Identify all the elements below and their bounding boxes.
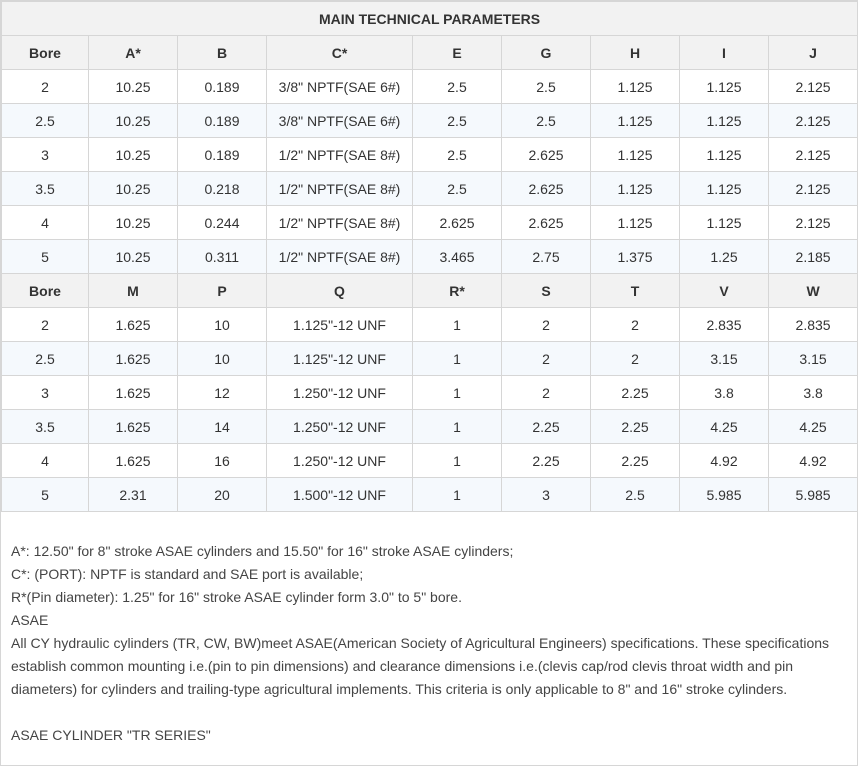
table-cell: 5.985 bbox=[769, 478, 858, 512]
table-cell: 2.5 bbox=[2, 104, 89, 138]
table-cell: 2.75 bbox=[502, 240, 591, 274]
table-cell: 1 bbox=[413, 308, 502, 342]
table2-header-cell: M bbox=[89, 274, 178, 308]
table-row bbox=[2, 240, 858, 274]
asae-paragraph: All CY hydraulic cylinders (TR, CW, BW)meet ASAE(American Society of Agricultural Engineers) specifications. These specifications establish common mounting i.e.(pin to pin dimensions) and clearance dimensions i.e.(clevis cap/rod clevis throat width and pin diameters) for cylinders and trailing-type agricultural implements. This criteria is only applicable to 8" and 16" stroke cylinders. bbox=[11, 635, 830, 697]
table-cell: 2 bbox=[2, 308, 89, 342]
table-cell: 1.625 bbox=[89, 376, 178, 410]
table-cell: 1 bbox=[413, 376, 502, 410]
table-cell: 2.125 bbox=[769, 206, 858, 240]
series-label: ASAE CYLINDER "TR SERIES" bbox=[11, 727, 211, 743]
table-cell: 1.125 bbox=[591, 172, 680, 206]
table-cell: 2.5 bbox=[413, 70, 502, 104]
table-cell: 2 bbox=[2, 70, 89, 104]
notes-section bbox=[1, 512, 857, 765]
table-cell: 5 bbox=[2, 240, 89, 274]
table-cell: 10.25 bbox=[89, 138, 178, 172]
table-cell: 3 bbox=[2, 138, 89, 172]
table-cell: 1 bbox=[413, 444, 502, 478]
table-cell: 0.189 bbox=[178, 104, 267, 138]
table-cell: 2 bbox=[591, 308, 680, 342]
table-cell: 5.985 bbox=[680, 478, 769, 512]
table-cell: 10.25 bbox=[89, 206, 178, 240]
table1-header-cell: I bbox=[680, 36, 769, 70]
table-cell: 2.31 bbox=[89, 478, 178, 512]
table-cell: 2.5 bbox=[413, 172, 502, 206]
table2-body bbox=[2, 274, 858, 512]
table-cell: 1.625 bbox=[89, 342, 178, 376]
table-cell: 2.625 bbox=[502, 206, 591, 240]
table-cell: 1.125 bbox=[680, 206, 769, 240]
table-cell: 1.250"-12 UNF bbox=[267, 444, 413, 478]
table-cell: 4 bbox=[2, 206, 89, 240]
table1-header-cell: B bbox=[178, 36, 267, 70]
table2-header-cell: Q bbox=[267, 274, 413, 308]
table-cell: 3/8" NPTF(SAE 6#) bbox=[267, 104, 413, 138]
table-cell: 1.25 bbox=[680, 240, 769, 274]
technical-parameters-table bbox=[1, 1, 858, 512]
table-cell: 1 bbox=[413, 410, 502, 444]
table-cell: 14 bbox=[178, 410, 267, 444]
table-cell: 10.25 bbox=[89, 70, 178, 104]
table-cell: 3.8 bbox=[680, 376, 769, 410]
table-cell: 2.125 bbox=[769, 104, 858, 138]
table-cell: 2.125 bbox=[769, 172, 858, 206]
table1-header-cell: C* bbox=[267, 36, 413, 70]
table-cell: 2.625 bbox=[413, 206, 502, 240]
table-cell: 2.25 bbox=[502, 444, 591, 478]
table2-header-cell: W bbox=[769, 274, 858, 308]
table1-header-cell: Bore bbox=[2, 36, 89, 70]
table-cell: 2.125 bbox=[769, 70, 858, 104]
table-cell: 0.189 bbox=[178, 138, 267, 172]
table-cell: 1.125 bbox=[591, 138, 680, 172]
table-cell: 2.5 bbox=[413, 138, 502, 172]
table-cell: 1/2" NPTF(SAE 8#) bbox=[267, 172, 413, 206]
note-a: A*: 12.50" for 8" stroke ASAE cylinders and 15.50" for 16" stroke ASAE cylinders; bbox=[11, 543, 514, 559]
note-c: C*: (PORT): NPTF is standard and SAE port is available; bbox=[11, 566, 364, 582]
table-cell: 1.125 bbox=[680, 104, 769, 138]
table-cell: 1.125 bbox=[680, 138, 769, 172]
table-cell: 1.125 bbox=[591, 70, 680, 104]
table-cell: 2.25 bbox=[591, 376, 680, 410]
table1-header-cell: H bbox=[591, 36, 680, 70]
table-cell: 12 bbox=[178, 376, 267, 410]
table2-header-cell: R* bbox=[413, 274, 502, 308]
table2-header-cell: P bbox=[178, 274, 267, 308]
table-cell: 1.125 bbox=[591, 206, 680, 240]
table-cell: 1.125 bbox=[680, 172, 769, 206]
table-cell: 2.625 bbox=[502, 172, 591, 206]
table2-header-cell: T bbox=[591, 274, 680, 308]
table-cell: 4.25 bbox=[769, 410, 858, 444]
spacer bbox=[11, 701, 847, 724]
table-cell: 0.189 bbox=[178, 70, 267, 104]
table-cell: 2 bbox=[591, 342, 680, 376]
table-cell: 2.5 bbox=[502, 104, 591, 138]
table-cell: 1.625 bbox=[89, 444, 178, 478]
table-cell: 0.218 bbox=[178, 172, 267, 206]
table-cell: 4 bbox=[2, 444, 89, 478]
table-cell: 3 bbox=[2, 376, 89, 410]
table-cell: 2.5 bbox=[413, 104, 502, 138]
table-cell: 0.244 bbox=[178, 206, 267, 240]
table-cell: 3.15 bbox=[769, 342, 858, 376]
table-cell: 2.25 bbox=[591, 444, 680, 478]
table1-header-cell: J bbox=[769, 36, 858, 70]
table-cell: 5 bbox=[2, 478, 89, 512]
table-row bbox=[2, 70, 858, 104]
table-cell: 2.25 bbox=[591, 410, 680, 444]
table-cell: 2.185 bbox=[769, 240, 858, 274]
table-cell: 4.92 bbox=[769, 444, 858, 478]
note-r: R*(Pin diameter): 1.25" for 16" stroke ASAE cylinder form 3.0" to 5" bore. bbox=[11, 589, 462, 605]
table-cell: 1.625 bbox=[89, 410, 178, 444]
table1-body bbox=[2, 36, 858, 274]
table1-header-row bbox=[2, 36, 858, 70]
table-cell: 2.835 bbox=[769, 308, 858, 342]
table-cell: 2.625 bbox=[502, 138, 591, 172]
asae-heading: ASAE bbox=[11, 612, 49, 628]
table-row bbox=[2, 376, 858, 410]
table-cell: 16 bbox=[178, 444, 267, 478]
table1-header-cell: E bbox=[413, 36, 502, 70]
table-cell: 3.5 bbox=[2, 410, 89, 444]
table2-header-row bbox=[2, 274, 858, 308]
table-row bbox=[2, 104, 858, 138]
table-cell: 2.835 bbox=[680, 308, 769, 342]
table-cell: 2 bbox=[502, 342, 591, 376]
table-cell: 1 bbox=[413, 478, 502, 512]
table-row bbox=[2, 478, 858, 512]
table2-header-cell: Bore bbox=[2, 274, 89, 308]
table-cell: 1.250"-12 UNF bbox=[267, 376, 413, 410]
table-cell: 0.311 bbox=[178, 240, 267, 274]
table-cell: 3.5 bbox=[2, 172, 89, 206]
table-cell: 1.375 bbox=[591, 240, 680, 274]
table-cell: 2.125 bbox=[769, 138, 858, 172]
table-cell: 1.125"-12 UNF bbox=[267, 308, 413, 342]
table-cell: 1.125 bbox=[680, 70, 769, 104]
table-cell: 3.465 bbox=[413, 240, 502, 274]
table-row bbox=[2, 342, 858, 376]
table-cell: 1/2" NPTF(SAE 8#) bbox=[267, 206, 413, 240]
table-cell: 10.25 bbox=[89, 172, 178, 206]
table-cell: 1/2" NPTF(SAE 8#) bbox=[267, 138, 413, 172]
table-cell: 10.25 bbox=[89, 240, 178, 274]
table2-header-cell: V bbox=[680, 274, 769, 308]
table-cell: 2 bbox=[502, 308, 591, 342]
table-cell: 2.5 bbox=[2, 342, 89, 376]
table-cell: 3/8" NPTF(SAE 6#) bbox=[267, 70, 413, 104]
table-row bbox=[2, 308, 858, 342]
table1-header-cell: A* bbox=[89, 36, 178, 70]
table-cell: 1 bbox=[413, 342, 502, 376]
table-cell: 1/2" NPTF(SAE 8#) bbox=[267, 240, 413, 274]
table-cell: 2 bbox=[502, 376, 591, 410]
table-row bbox=[2, 138, 858, 172]
table-cell: 10 bbox=[178, 308, 267, 342]
table-cell: 4.25 bbox=[680, 410, 769, 444]
table-cell: 1.125 bbox=[591, 104, 680, 138]
table-cell: 1.500"-12 UNF bbox=[267, 478, 413, 512]
table-row bbox=[2, 410, 858, 444]
table-cell: 1.250"-12 UNF bbox=[267, 410, 413, 444]
table-cell: 2.25 bbox=[502, 410, 591, 444]
table-row bbox=[2, 172, 858, 206]
table-cell: 2.5 bbox=[591, 478, 680, 512]
table1-header-cell: G bbox=[502, 36, 591, 70]
table-cell: 10.25 bbox=[89, 104, 178, 138]
table-cell: 4.92 bbox=[680, 444, 769, 478]
table-row bbox=[2, 206, 858, 240]
table-cell: 20 bbox=[178, 478, 267, 512]
table-title: MAIN TECHNICAL PARAMETERS bbox=[2, 2, 858, 36]
table-cell: 1.125"-12 UNF bbox=[267, 342, 413, 376]
table-cell: 2.5 bbox=[502, 70, 591, 104]
table-cell: 3.8 bbox=[769, 376, 858, 410]
table2-header-cell: S bbox=[502, 274, 591, 308]
table-row bbox=[2, 444, 858, 478]
table-cell: 3 bbox=[502, 478, 591, 512]
table-cell: 10 bbox=[178, 342, 267, 376]
table-cell: 3.15 bbox=[680, 342, 769, 376]
table-cell: 1.625 bbox=[89, 308, 178, 342]
